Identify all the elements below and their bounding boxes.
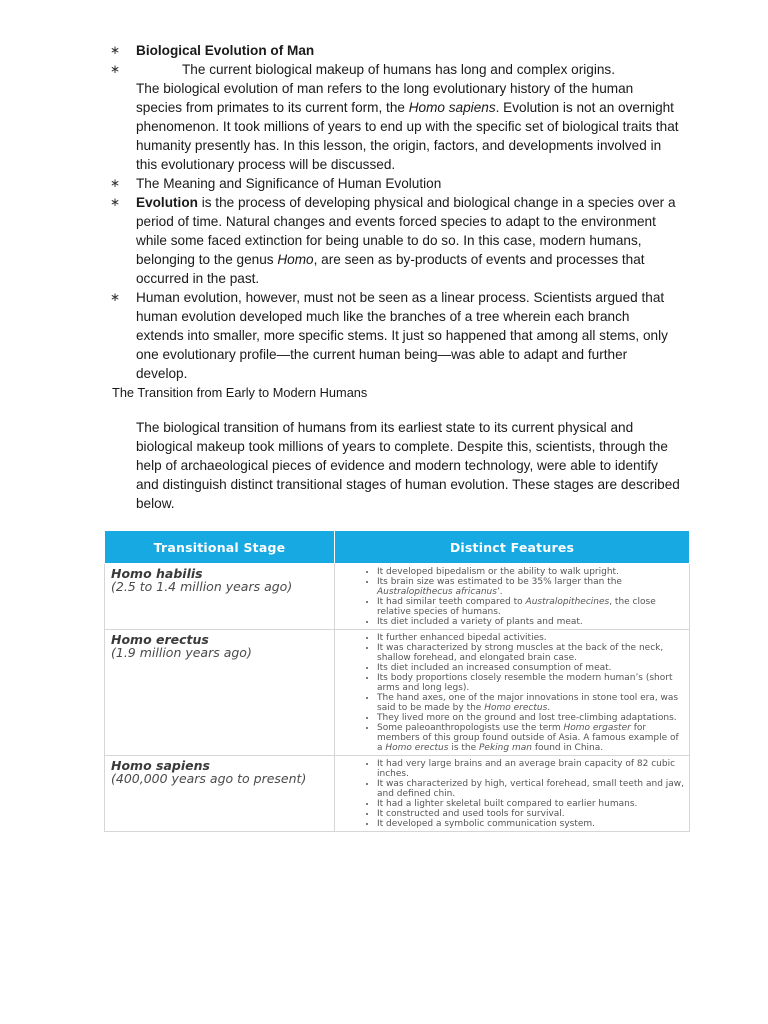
feature-list [341,633,685,753]
stage-period: (400,000 years ago to present) [111,771,307,786]
stage-name: Homo sapiens [111,758,210,773]
feature-item: • It had similar teeth compared to Australopithecines, the close relative species of humans. [377,597,685,617]
feature-item: • The hand axes, one of the major innovations in stone tool era, was said to be made by the Homo erectus. [377,693,685,713]
header-transitional-stage: Transitional Stage [105,531,335,564]
feature-list [341,759,685,829]
feature-item: • It constructed and used tools for survival. [377,809,685,819]
header-distinct-features: Distinct Features [335,531,690,564]
section-title: Biological Evolution of Man [136,43,315,58]
bullet-marker: ∗ [110,62,121,76]
features-cell [335,630,690,756]
homo-term: Homo [277,252,314,267]
bullet-item-origins [110,60,680,174]
stage-period: (1.9 million years ago) [111,645,252,660]
linear-paragraph: Human evolution, however, must not be seen as a linear process. Scientists argued that human evolution developed much like the branches of a tree wherein each branch extends into smaller, more specific stems. It just so happened that among all stems, only one evolutionary profile—the current human being—was able to adapt and further develop. [136,290,668,381]
stage-name: Homo habilis [111,566,203,581]
bullet-marker: ∗ [110,195,121,209]
stage-name: Homo erectus [111,632,209,647]
stage-cell [105,564,335,630]
feature-list [341,567,685,627]
feature-item: • Its brain size was estimated to be 35% larger than the Australopithecus africanus’. [377,577,685,597]
bullet-item-meaning [110,174,680,193]
feature-item: • It was characterized by strong muscles at the back of the neck, shallow forehead, and elongated brain case. [377,643,685,663]
feature-item: • It developed bipedalism or the ability to walk upright. [377,567,685,577]
transition-heading: The Transition from Early to Modern Humans [112,385,368,400]
origins-paragraph: The biological evolution of man refers to the long evolutionary history of the human species from primates to its current form, the Homo sapiens. Evolution is not an overnight phenomenon. It took millions of years to end up with the specific set of biological traits that humanity presently has. In this lesson, the origin, factors, and developments involved in this evolutionary process will be discussed. [136,81,679,172]
evolution-paragraph: Evolution is the process of developing physical and biological change in a species over a period of time. Natural changes and events forced species to adapt to the environment while some faced extinction for being unable to do so. In this case, modern humans, belonging to the genus Homo, are seen as by-products of events and processes that occurred in the past. [136,195,676,286]
bullet-marker: ∗ [110,43,121,57]
transition-intro: The biological transition of humans from its earliest state to its current physical and biological makeup took millions of years to complete. Despite this, scientists, through the help of archaeological pieces of evidence and modern technology, were able to identify and distinguish distinct transitional stages of human evolution. These stages are described below. [136,420,680,511]
feature-item: • Its body proportions closely resemble the modern human’s (short arms and long legs). [377,673,685,693]
feature-item: • It had very large brains and an average brain capacity of 82 cubic inches. [377,759,685,779]
feature-item: • It developed a symbolic communication system. [377,819,685,829]
meaning-heading: The Meaning and Significance of Human Evolution [136,176,442,191]
stages-table [104,530,690,832]
bullet-item-title [110,41,680,60]
feature-item: • Its diet included a variety of plants and meat. [377,617,685,627]
homo-sapiens-term: Homo sapiens [408,100,496,115]
table-row [105,756,690,832]
feature-item: • Its diet included an increased consumption of meat. [377,663,685,673]
stage-cell [105,756,335,832]
stage-period: (2.5 to 1.4 million years ago) [111,579,293,594]
table-header-row [105,531,690,564]
feature-item: • It had a lighter skeletal built compared to earlier humans. [377,799,685,809]
feature-item: • It further enhanced bipedal activities. [377,633,685,643]
origins-line: The current biological makeup of humans has long and complex origins. [182,62,615,77]
bullet-marker: ∗ [110,176,121,190]
bullet-list [110,41,680,383]
bullet-item-linear [110,288,680,383]
feature-item: • It was characterized by high, vertical forehead, small teeth and jaw, and defined chin. [377,779,685,799]
evolution-term: Evolution [136,195,198,210]
features-cell [335,564,690,630]
bullet-item-evolution [110,193,680,288]
bullet-marker: ∗ [110,290,121,304]
feature-item: • They lived more on the ground and lost tree-climbing adaptations. [377,713,685,723]
table-row [105,630,690,756]
feature-item: • Some paleoanthropologists use the term Homo ergaster for members of this group found outside of Asia. A famous example of a Homo erectus is the Peking man found in China. [377,723,685,753]
stage-cell [105,630,335,756]
features-cell [335,756,690,832]
table-row [105,564,690,630]
